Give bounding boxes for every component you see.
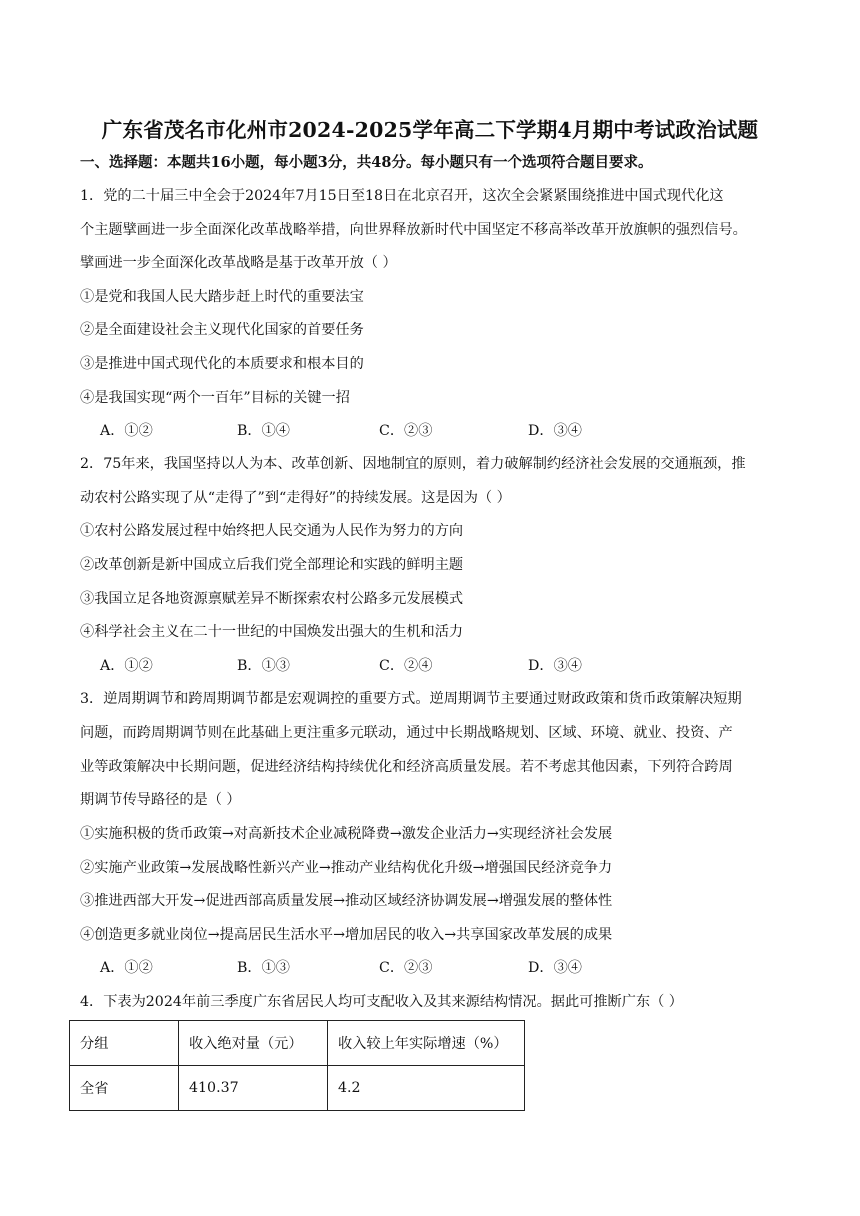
q1-option-a: A．①② — [100, 423, 153, 439]
q3-option-c: C．②③ — [379, 960, 433, 976]
q1-line: 擘画进一步全面深化改革战略是基于改革开放（ ） — [80, 255, 397, 271]
q3-statement: ②实施产业政策→发展战略性新兴产业→推动产业结构优化升级→增强国民经济竞争力 — [80, 860, 613, 876]
table-header-cell: 收入绝对量（元） — [179, 1021, 328, 1066]
q2-line: 2．75年来，我国坚持以人为本、改革创新、因地制宜的原则，着力破解制约经济社会发展的交通瓶颈，推 — [80, 456, 746, 472]
q1-line: 个主题擘画进一步全面深化改革战略举措，向世界释放新时代中国坚定不移高举改革开放旗帜的强烈信号。 — [80, 222, 747, 238]
q3-statement: ①实施积极的货币政策→对高新技术企业减税降费→激发企业活力→实现经济社会发展 — [80, 826, 613, 842]
table-header-cell: 收入较上年实际增速（%） — [328, 1021, 525, 1066]
table-cell: 全省 — [70, 1066, 179, 1111]
table-header-cell: 分组 — [70, 1021, 179, 1066]
table-cell: 4.2 — [328, 1066, 525, 1111]
q3-option-b: B．①③ — [237, 960, 290, 976]
q1-option-c: C．②③ — [379, 423, 433, 439]
q2-option-d: D．③④ — [528, 658, 582, 674]
q2-statement: ①农村公路发展过程中始终把人民交通为人民作为努力的方向 — [80, 523, 464, 539]
q1-statement: ①是党和我国人民大踏步赶上时代的重要法宝 — [80, 289, 364, 305]
q3-option-d: D．③④ — [528, 960, 582, 976]
q1-statement: ②是全面建设社会主义现代化国家的首要任务 — [80, 322, 364, 338]
q3-option-a: A．①② — [100, 960, 153, 976]
income-table — [69, 1020, 525, 1111]
q3-statement: ③推进西部大开发→促进西部高质量发展→推动区域经济协调发展→增强发展的整体性 — [80, 893, 613, 909]
page-title: 广东省茂名市化州市2024-2025学年高二下学期4月期中考试政治试题 — [101, 118, 759, 142]
q4-line: 4．下表为2024年前三季度广东省居民人均可支配收入及其来源结构情况。据此可推断广东（ ） — [80, 994, 683, 1010]
q1-statement: ④是我国实现“两个一百年”目标的关键一招 — [80, 390, 350, 406]
q3-line: 3．逆周期调节和跨周期调节都是宏观调控的重要方式。逆周期调节主要通过财政政策和货币政策解决短期 — [80, 691, 742, 707]
table-row — [70, 1066, 525, 1111]
q2-statement: ②改革创新是新中国成立后我们党全部理论和实践的鲜明主题 — [80, 557, 464, 573]
q2-option-b: B．①③ — [237, 658, 290, 674]
section-heading: 一、选择题：本题共16小题，每小题3分，共48分。每小题只有一个选项符合题目要求。 — [80, 154, 653, 171]
q2-line: 动农村公路实现了从“走得了”到“走得好”的持续发展。这是因为（ ） — [80, 490, 511, 506]
q2-statement: ③我国立足各地资源禀赋差异不断探索农村公路多元发展模式 — [80, 591, 464, 607]
q3-statement: ④创造更多就业岗位→提高居民生活水平→增加居民的收入→共享国家改革发展的成果 — [80, 927, 613, 943]
q1-option-d: D．③④ — [528, 423, 582, 439]
q1-line: 1．党的二十届三中全会于2024年7月15日至18日在北京召开，这次全会紧紧围绕推进中国式现代化这 — [80, 188, 724, 204]
table-header-row — [70, 1021, 525, 1066]
q2-option-a: A．①② — [100, 658, 153, 674]
q1-option-b: B．①④ — [237, 423, 290, 439]
q1-statement: ③是推进中国式现代化的本质要求和根本目的 — [80, 356, 364, 372]
q2-option-c: C．②④ — [379, 658, 433, 674]
q3-line: 问题，而跨周期调节则在此基础上更注重多元联动，通过中长期战略规划、区域、环境、就业、投资、产 — [80, 725, 733, 741]
q3-line: 期调节传导路径的是（ ） — [80, 792, 241, 808]
q2-statement: ④科学社会主义在二十一世纪的中国焕发出强大的生机和活力 — [80, 624, 464, 640]
table-cell: 410.37 — [179, 1066, 328, 1111]
q3-line: 业等政策解决中长期问题，促进经济结构持续优化和经济高质量发展。若不考虑其他因素，下列符合跨周 — [80, 759, 733, 775]
